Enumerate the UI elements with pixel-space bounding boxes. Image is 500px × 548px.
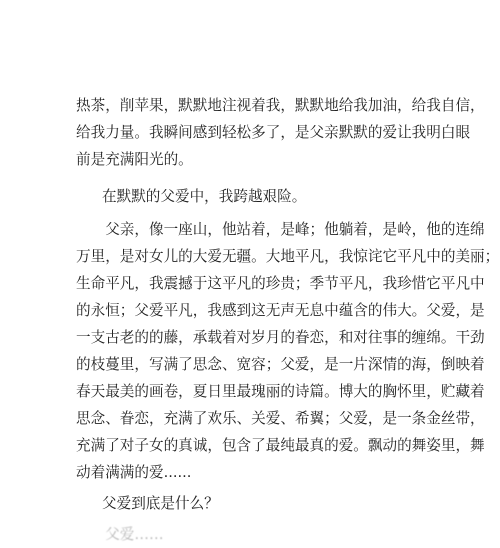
text-line: 父亲，像一座山，他站着，是峰；他躺着，是岭，他的连绵: [76, 221, 485, 238]
text-line: 思念、眷恋，充满了欢乐、关爱、希翼；父爱，是一条金丝带，: [76, 410, 485, 427]
text-line: 万里，是对女儿的大爱无疆。大地平凡，我惊诧它平凡中的美丽；: [76, 248, 500, 265]
text-line: 前是充满阳光的。: [76, 151, 193, 168]
text-line: 充满了对子女的真诚，包含了最纯最真的爱。飘动的舞姿里，舞: [76, 437, 485, 454]
paragraph-2: [102, 183, 462, 210]
text-line: 给我力量。我瞬间感到轻松多了，是父亲默默的爱让我明白眼: [76, 124, 471, 141]
text-line: 的枝蔓里，写满了思念、宽容；父爱，是一片深情的海，倒映着: [76, 356, 485, 373]
paragraph-3: [76, 216, 500, 486]
text-line: 父爱……: [76, 526, 164, 543]
paragraph-5-partial: [76, 521, 436, 548]
text-line: 生命平凡，我震撼于这平凡的珍贵；季节平凡，我珍惜它平凡中: [76, 275, 485, 292]
text-line: 父爱到底是什么？: [102, 495, 219, 512]
paragraph-1: [76, 92, 485, 173]
text-line: 一支古老的的藤，承载着对岁月的眷恋，和对往事的缠绵。干劲: [76, 329, 485, 346]
text-line: 动着满满的爱......: [76, 464, 192, 481]
text-line: 的永恒；父爱平凡，我感到这无声无息中蕴含的伟大。父爱，是: [76, 302, 485, 319]
text-line: 春天最美的画卷，夏日里最瑰丽的诗篇。博大的胸怀里，贮藏着: [76, 383, 485, 400]
text-line: 热茶，削苹果，默默地注视着我，默默地给我加油，给我自信，: [76, 97, 485, 114]
paragraph-4: [102, 490, 462, 517]
text-line: 在默默的父爱中，我跨越艰险。: [102, 188, 307, 205]
